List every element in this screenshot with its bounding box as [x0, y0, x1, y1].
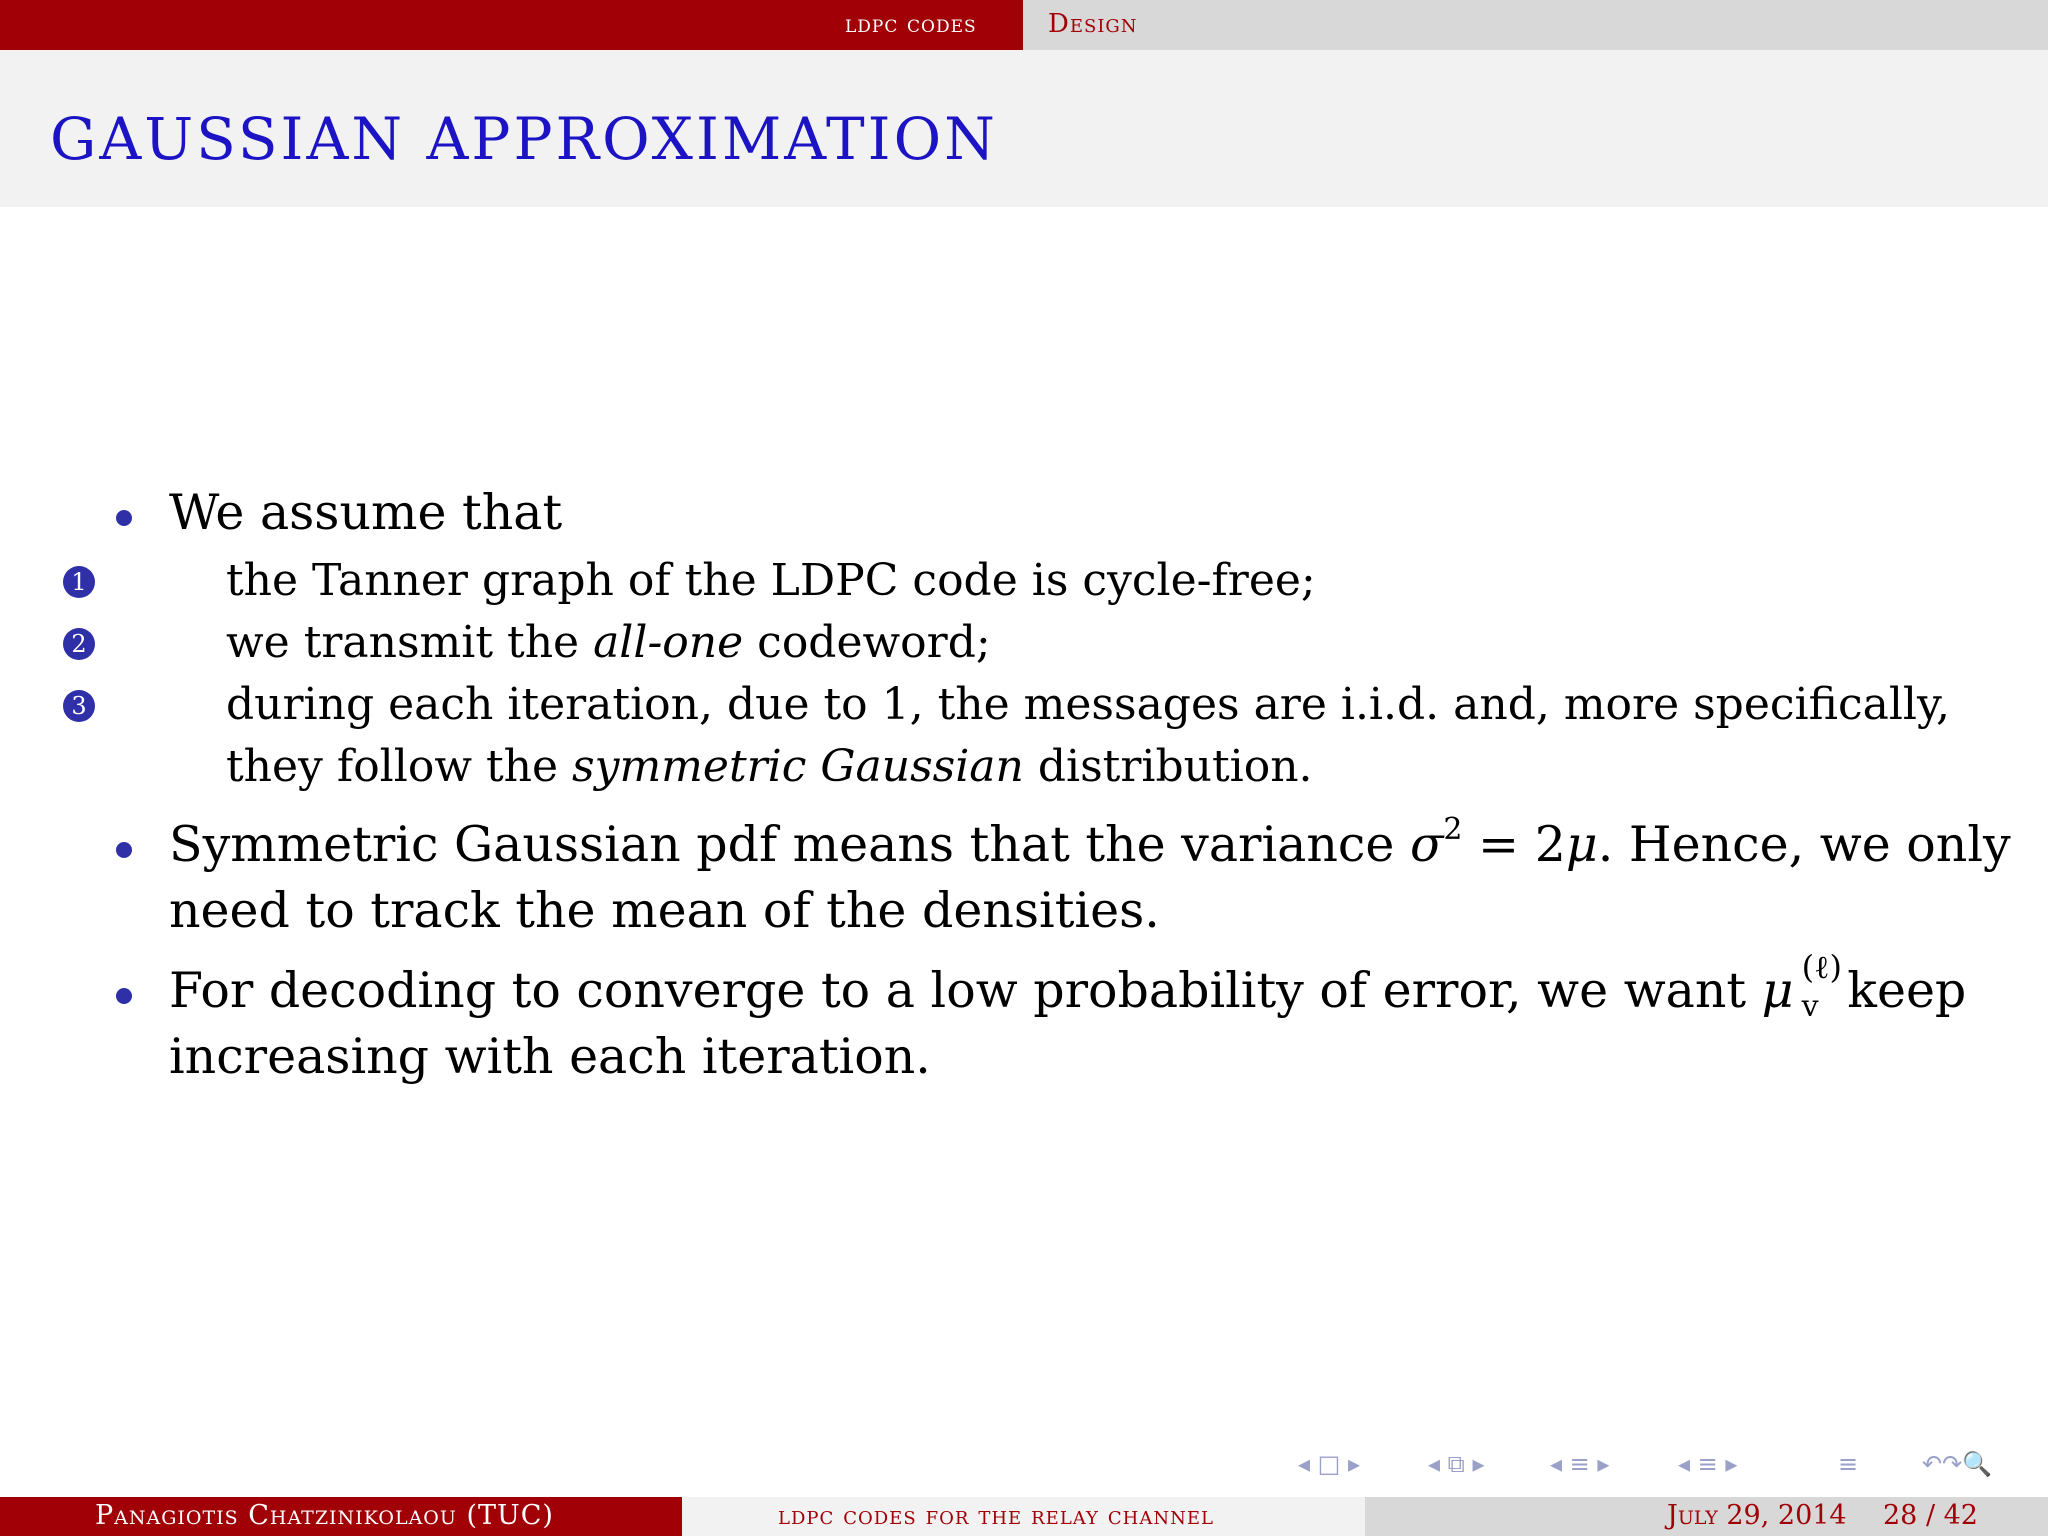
number-badge-icon: 1 — [63, 566, 95, 598]
nav-section-icon[interactable]: ◂ ≡ ▸ — [1550, 1450, 1610, 1478]
list-item — [71, 674, 2012, 798]
math-superscript: 2 — [1443, 812, 1463, 847]
bullet-symmetric-gaussian — [112, 812, 2012, 944]
math-subscript: v — [1801, 989, 1819, 1024]
list-item-emphasis: all-one — [593, 617, 744, 668]
math-mu: μ — [1761, 962, 1794, 1019]
bullet-dot-icon — [116, 842, 132, 858]
list-item — [71, 550, 2012, 612]
title-band — [0, 50, 2048, 207]
list-item-text: during each iteration, due to 1, the messages are i.i.d. and, more specifically, they follow the — [226, 679, 1950, 792]
bullet-dot-icon — [116, 510, 132, 526]
nav-section-design[interactable]: Design — [1048, 9, 1138, 39]
nav-frame-icon[interactable]: ◂ □ ▸ — [1298, 1450, 1361, 1478]
bullet-text: keep increasing with each iteration. — [169, 962, 1967, 1085]
math-mu: μ — [1565, 816, 1598, 873]
slide-content — [71, 480, 2012, 1090]
math-superscript: (ℓ) — [1801, 948, 1842, 986]
bullet-dot-icon — [116, 988, 132, 1004]
top-bar-right — [1023, 0, 2048, 50]
list-item — [71, 612, 2012, 674]
footer-page-number: 28 / 42 — [1883, 1500, 1978, 1531]
math-mu-v-l — [1761, 948, 1842, 1024]
top-navigation-bar — [0, 0, 2048, 50]
nav-toc-icon[interactable]: ≡ — [1838, 1450, 1859, 1478]
bullet-text: . Hence, we only need to track the mean of the densities. — [169, 816, 2011, 939]
list-item-text: codeword; — [743, 617, 991, 668]
math-equals: = 2 — [1462, 816, 1566, 873]
list-item-text: we transmit the — [226, 617, 594, 668]
nav-section-ldpc-codes[interactable]: ldpc codes — [845, 10, 977, 38]
list-item-text: distribution. — [1023, 741, 1313, 792]
bullet-text: Symmetric Gaussian pdf means that the variance — [169, 816, 1410, 873]
footer-author: Panagiotis Chatzinikolaou (TUC) — [95, 1500, 554, 1531]
enumerated-list — [71, 550, 2012, 798]
bullet-decoding — [112, 948, 2012, 1090]
frame-title: GAUSSIAN APPROXIMATION — [50, 105, 998, 173]
bullet-text: For decoding to converge to a low probability of error, we want — [169, 962, 1762, 1019]
list-item-emphasis: symmetric Gaussian — [572, 741, 1024, 792]
nav-section-icon[interactable]: ◂ ≡ ▸ — [1678, 1450, 1738, 1478]
nav-subsection-icon[interactable]: ◂ ⧉ ▸ — [1428, 1450, 1485, 1478]
footer-date: July 29, 2014 — [1667, 1500, 1847, 1531]
number-badge-icon: 3 — [63, 690, 95, 722]
footer-talk-title: ldpc codes for the relay channel — [778, 1501, 1214, 1530]
bullet-assumptions — [71, 480, 2012, 798]
footer — [0, 1497, 2048, 1536]
math-sigma: σ — [1409, 816, 1444, 873]
bullet-text: We assume that — [169, 484, 563, 541]
number-badge-icon: 2 — [63, 628, 95, 660]
nav-search-icon[interactable]: ↶↷🔍 — [1922, 1450, 1993, 1478]
list-item-text: the Tanner graph of the LDPC code is cycle-free; — [226, 555, 1316, 606]
